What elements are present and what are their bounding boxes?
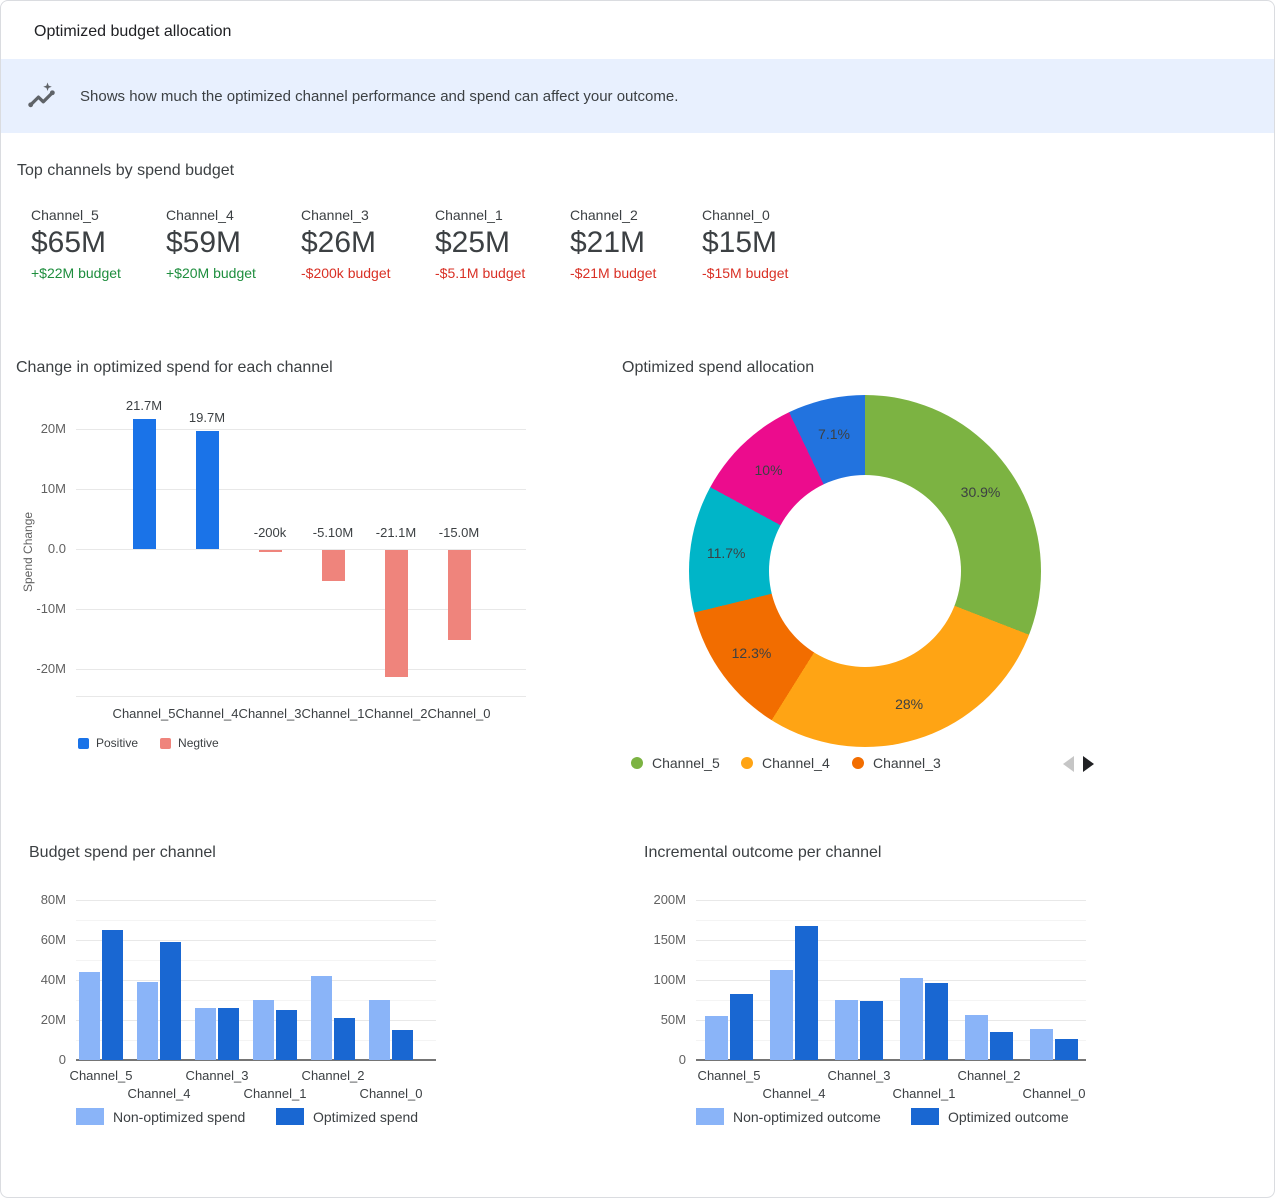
legend-label: Optimized outcome bbox=[948, 1108, 1069, 1125]
channel-spend-value: $65M bbox=[31, 226, 107, 259]
page-title: Optimized budget allocation bbox=[34, 23, 232, 40]
legend-swatch-positive bbox=[78, 738, 89, 749]
legend-item-channel_4 bbox=[741, 755, 830, 771]
legend-item-non-optimized-spend bbox=[76, 1108, 245, 1125]
pie-slice-label: 28% bbox=[895, 695, 924, 712]
minor-gridline bbox=[696, 920, 1086, 921]
gridline bbox=[76, 940, 436, 941]
x-axis-label: Channel_4 bbox=[127, 1086, 191, 1101]
x-axis-label: Channel_5 bbox=[112, 706, 176, 721]
legend-item-channel_5 bbox=[631, 755, 720, 771]
channel-card bbox=[702, 206, 834, 282]
bar-channel_0-non-optimized bbox=[1030, 1029, 1053, 1060]
bar-channel_0-non-optimized bbox=[369, 1000, 390, 1060]
bar-value-label: 21.7M bbox=[125, 398, 163, 413]
x-axis-label: Channel_4 bbox=[175, 706, 239, 721]
channel-budget-delta: +$22M budget bbox=[31, 265, 121, 281]
bar-channel_4-optimized bbox=[160, 942, 181, 1060]
x-axis-label: Channel_1 bbox=[892, 1086, 956, 1101]
x-axis-label: Channel_1 bbox=[301, 706, 365, 721]
chart-title: Budget spend per channel bbox=[29, 844, 216, 861]
x-axis-label: Channel_3 bbox=[238, 706, 302, 721]
pie-slice-label: 12.3% bbox=[731, 644, 772, 661]
bar-channel_0-negative bbox=[448, 550, 471, 640]
minor-gridline bbox=[696, 1000, 1086, 1001]
prev-arrow-icon[interactable] bbox=[1063, 756, 1074, 772]
legend-swatch-negative bbox=[160, 738, 171, 749]
channel-spend-value: $21M bbox=[570, 226, 646, 259]
budget-spend-chart bbox=[1, 836, 561, 1146]
y-axis-tick: 50M bbox=[660, 1012, 686, 1027]
channel-spend-value: $15M bbox=[702, 226, 778, 259]
minor-gridline bbox=[76, 960, 436, 961]
legend bbox=[78, 736, 219, 750]
channel-name: Channel_5 bbox=[31, 207, 99, 223]
x-axis-line bbox=[696, 1059, 1086, 1061]
bar-channel_4-positive bbox=[196, 431, 219, 549]
channel-name: Channel_1 bbox=[435, 207, 503, 223]
bar-channel_3-non-optimized bbox=[835, 1000, 858, 1060]
chart-title: Incremental outcome per channel bbox=[644, 844, 882, 861]
gridline bbox=[696, 980, 1086, 981]
legend-label-negative: Negtive bbox=[178, 736, 219, 750]
y-axis-tick: 60M bbox=[40, 932, 66, 947]
x-axis-label: Channel_1 bbox=[243, 1086, 307, 1101]
y-axis-tick: 40M bbox=[40, 972, 66, 987]
legend-swatch bbox=[276, 1108, 304, 1125]
x-axis-label: Channel_5 bbox=[697, 1068, 761, 1083]
gridline bbox=[696, 1020, 1086, 1021]
legend-item-optimized-spend bbox=[276, 1108, 418, 1125]
legend-label: Channel_4 bbox=[762, 755, 830, 771]
bar-channel_4-non-optimized bbox=[137, 982, 158, 1060]
budget-spend-plot-area bbox=[1, 836, 561, 1146]
legend-item-channel_3 bbox=[852, 755, 941, 771]
incremental-outcome-plot-area bbox=[618, 836, 1178, 1146]
bar-value-label: -15.0M bbox=[438, 525, 480, 540]
plot-bottom-line bbox=[76, 696, 526, 697]
pie-slice-label: 30.9% bbox=[960, 483, 1001, 500]
bar-channel_5-optimized bbox=[102, 930, 123, 1060]
bar-channel_2-optimized bbox=[990, 1032, 1013, 1060]
x-axis-label: Channel_2 bbox=[957, 1068, 1021, 1083]
bar-channel_1-optimized bbox=[276, 1010, 297, 1060]
gridline bbox=[76, 900, 436, 901]
bar-channel_5-non-optimized bbox=[79, 972, 100, 1060]
bar-channel_1-non-optimized bbox=[253, 1000, 274, 1060]
channel-card bbox=[570, 206, 702, 282]
legend-swatch bbox=[911, 1108, 939, 1125]
bar-value-label: -5.10M bbox=[312, 525, 354, 540]
legend-label: Channel_5 bbox=[652, 755, 720, 771]
channel-card bbox=[166, 206, 298, 282]
channel-budget-delta: -$200k budget bbox=[301, 265, 391, 281]
bar-channel_3-non-optimized bbox=[195, 1008, 216, 1060]
legend-label: Optimized spend bbox=[313, 1108, 419, 1125]
pie-slice-label: 11.7% bbox=[706, 545, 746, 562]
channel-card bbox=[31, 206, 163, 282]
bar-value-label: 19.7M bbox=[188, 410, 226, 425]
bar-channel_0-optimized bbox=[1055, 1039, 1078, 1060]
gridline bbox=[696, 900, 1086, 901]
legend-item-non-optimized-outcome bbox=[696, 1108, 881, 1125]
bar-channel_2-non-optimized bbox=[311, 976, 332, 1060]
legend-label-positive: Positive bbox=[96, 736, 139, 750]
bar-channel_3-optimized bbox=[218, 1008, 239, 1060]
channel-spend-value: $59M bbox=[166, 226, 242, 259]
bar-channel_2-non-optimized bbox=[965, 1015, 988, 1060]
channel-name: Channel_2 bbox=[570, 207, 638, 223]
y-axis-title: Spend Change bbox=[21, 511, 35, 592]
chart-title: Change in optimized spend for each channel bbox=[16, 359, 333, 376]
spend-allocation-chart bbox=[601, 351, 1111, 791]
x-axis-label: Channel_3 bbox=[827, 1068, 891, 1083]
channel-budget-delta: -$5.1M budget bbox=[435, 265, 526, 281]
minor-gridline bbox=[696, 960, 1086, 961]
bar-channel_3-optimized bbox=[860, 1001, 883, 1060]
donut-hole bbox=[769, 475, 961, 667]
gridline bbox=[76, 669, 526, 670]
legend-label: Non-optimized spend bbox=[113, 1108, 246, 1125]
bar-channel_4-non-optimized bbox=[770, 970, 793, 1060]
gridline bbox=[76, 980, 436, 981]
bar-channel_0-optimized bbox=[392, 1030, 413, 1060]
legend-item-optimized-outcome bbox=[911, 1108, 1069, 1125]
minor-gridline bbox=[696, 1040, 1086, 1041]
y-axis-tick: 200M bbox=[653, 892, 686, 907]
channel-budget-delta: -$15M budget bbox=[702, 265, 789, 281]
bar-value-label: -21.1M bbox=[375, 525, 417, 540]
legend-dot bbox=[852, 757, 864, 769]
next-arrow-icon[interactable] bbox=[1083, 756, 1094, 772]
channel-name: Channel_0 bbox=[702, 207, 770, 223]
banner-text: Shows how much the optimized channel performance and spend can affect your outcome. bbox=[80, 87, 679, 105]
x-axis-label: Channel_2 bbox=[301, 1068, 365, 1083]
legend-swatch bbox=[696, 1108, 724, 1125]
y-axis-tick: 0.0 bbox=[47, 541, 66, 556]
y-axis-tick: 10M bbox=[40, 481, 66, 496]
bar-channel_5-optimized bbox=[730, 994, 753, 1060]
channel-name: Channel_4 bbox=[166, 207, 234, 223]
bar-value-label: -200k bbox=[253, 525, 287, 540]
y-axis-tick: -20M bbox=[36, 661, 66, 676]
x-axis-label: Channel_4 bbox=[762, 1086, 826, 1101]
x-axis-label: Channel_2 bbox=[364, 706, 428, 721]
pie-slice-label: 10% bbox=[754, 461, 783, 478]
bar-channel_4-optimized bbox=[795, 926, 818, 1060]
top-channels-cards bbox=[1, 1, 1274, 301]
pie-slice-label: 7.1% bbox=[818, 426, 850, 443]
y-axis-tick: 100M bbox=[653, 972, 686, 987]
x-axis-label: Channel_0 bbox=[1022, 1086, 1086, 1101]
channel-budget-delta: -$21M budget bbox=[570, 265, 657, 281]
y-axis-tick: 80M bbox=[40, 892, 66, 907]
y-axis-tick: 0 bbox=[58, 1052, 66, 1067]
legend-dot bbox=[741, 757, 753, 769]
bar-channel_2-negative bbox=[385, 550, 408, 677]
x-axis-label: Channel_5 bbox=[69, 1068, 133, 1083]
gridline bbox=[696, 940, 1086, 941]
spend-change-plot-area bbox=[1, 351, 561, 781]
x-axis-label: Channel_0 bbox=[359, 1086, 423, 1101]
channel-card bbox=[435, 206, 567, 282]
chart-title: Optimized spend allocation bbox=[622, 359, 815, 376]
bar-channel_3-negative bbox=[259, 550, 282, 552]
legend-swatch bbox=[76, 1108, 104, 1125]
channel-budget-delta: +$20M budget bbox=[166, 265, 256, 281]
y-axis-tick: 150M bbox=[653, 932, 686, 947]
channel-spend-value: $25M bbox=[435, 226, 511, 259]
y-axis-tick: 20M bbox=[40, 421, 66, 436]
bar-channel_1-negative bbox=[322, 550, 345, 581]
legend-label: Channel_3 bbox=[873, 755, 941, 771]
incremental-outcome-chart bbox=[618, 836, 1178, 1146]
spend-change-chart bbox=[1, 351, 561, 781]
y-axis-tick: 0 bbox=[678, 1052, 686, 1067]
top-channels-heading: Top channels by spend budget bbox=[17, 162, 235, 179]
bar-channel_2-optimized bbox=[334, 1018, 355, 1060]
bar-channel_1-non-optimized bbox=[900, 978, 923, 1060]
minor-gridline bbox=[76, 920, 436, 921]
channel-name: Channel_3 bbox=[301, 207, 369, 223]
legend-dot bbox=[631, 757, 643, 769]
channel-spend-value: $26M bbox=[301, 226, 377, 259]
x-axis-label: Channel_3 bbox=[185, 1068, 249, 1083]
bar-channel_5-positive bbox=[133, 419, 156, 549]
bar-channel_5-non-optimized bbox=[705, 1016, 728, 1060]
legend-label: Non-optimized outcome bbox=[733, 1108, 881, 1125]
y-axis-tick: 20M bbox=[40, 1012, 66, 1027]
channel-card bbox=[301, 206, 433, 282]
x-axis-label: Channel_0 bbox=[427, 706, 491, 721]
y-axis-tick: -10M bbox=[36, 601, 66, 616]
bar-channel_1-optimized bbox=[925, 983, 948, 1060]
